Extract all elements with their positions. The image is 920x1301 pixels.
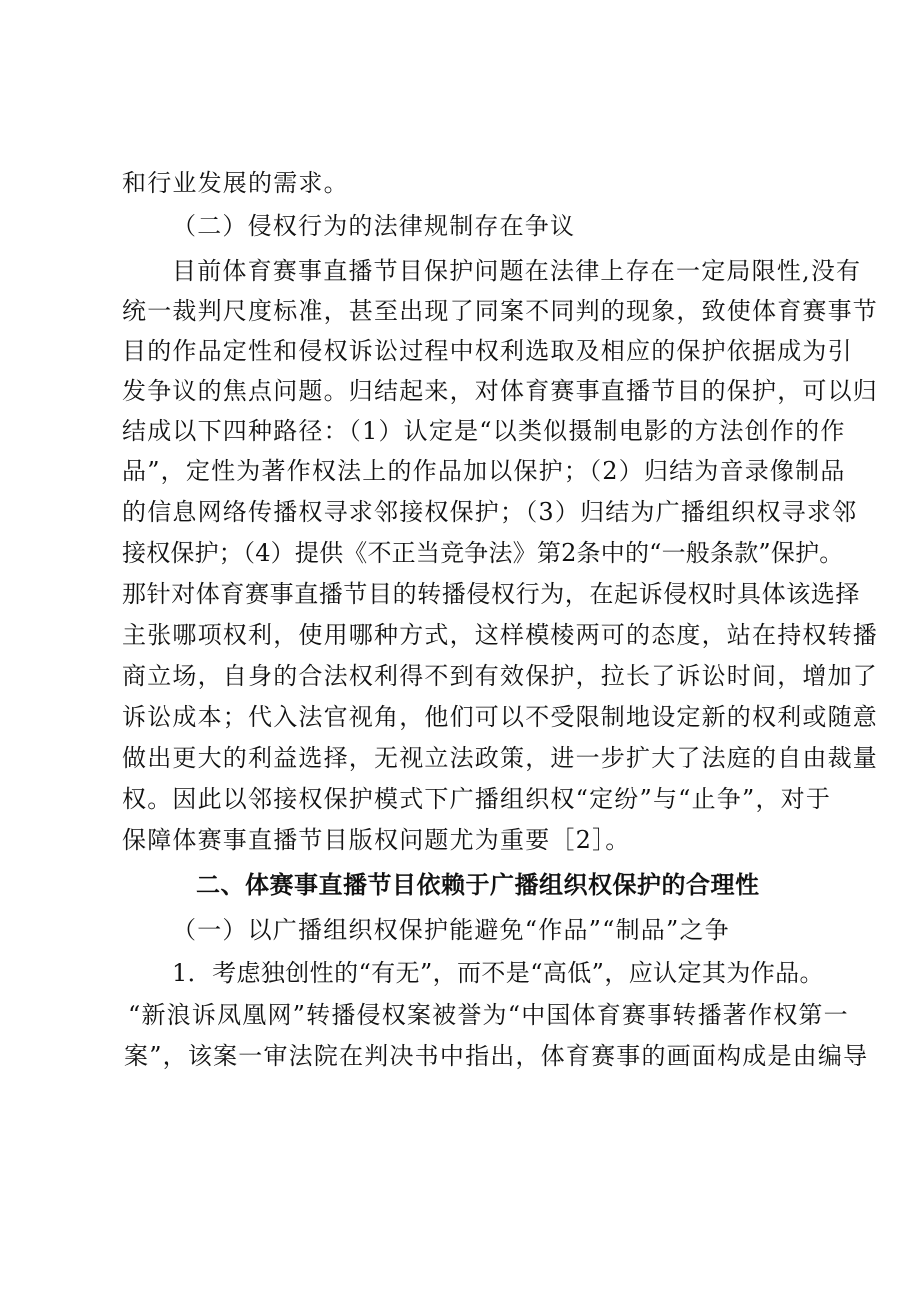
text-line: 保障体赛事直播节目版权问题尤为重要［2］。 <box>122 826 631 854</box>
text-line: 主张哪项权利，使用哪种方式，这样模棱两可的态度，站在持权转播 <box>122 621 878 649</box>
section-subheading: （二）侵权行为的法律规制存在争议 <box>172 212 576 240</box>
text-line: “新浪诉凤凰网”转播侵权案被誉为“中国体育赛事转播著作权第一 <box>128 1001 849 1029</box>
text-line: 和行业发展的需求。 <box>122 169 349 197</box>
text-line: 统一裁判尺度标准，甚至出现了同案不同判的现象，致使体育赛事节 <box>122 297 878 325</box>
text-line: 发争议的焦点问题。归结起来，对体育赛事直播节目的保护，可以归 <box>122 377 878 405</box>
text-line: 做出更大的利益选择，无视立法政策，进一步扩大了法庭的自由裁量 <box>122 744 878 772</box>
text-line: 结成以下四种路径：（1）认定是“以类似摄制电影的方法创作的作 <box>122 417 846 445</box>
text-line: 品”，定性为著作权法上的作品加以保护；（2）归结为音录像制品 <box>122 457 846 485</box>
text-line: 目前体育赛事直播节目保护问题在法律上存在一定局限性,没有 <box>172 257 862 285</box>
text-line: 接权保护；（4）提供《不正当竞争法》第2条中的“一般条款”保护。 <box>122 539 844 567</box>
text-line: 案”，该案一审法院在判决书中指出，体育赛事的画面构成是由编导 <box>124 1042 869 1070</box>
text-line: 那针对体育赛事直播节目的转播侵权行为，在起诉侵权时具体该选择 <box>122 580 860 608</box>
text-line: 商立场，自身的合法权利得不到有效保护，拉长了诉讼时间，增加了 <box>122 662 878 690</box>
text-line: 权。因此以邻接权保护模式下广播组织权“定纷”与“止争”，对于 <box>122 785 832 813</box>
text-line: 的信息网络传播权寻求邻接权保护；（3）归结为广播组织权寻求邻 <box>122 498 858 526</box>
section-subheading: （一）以广播组织权保护能避免“作品”“制品”之争 <box>172 916 730 944</box>
section-heading: 二、体赛事直播节目依赖于广播组织权保护的合理性 <box>196 871 760 899</box>
text-line: 目的作品定性和侵权诉讼过程中权利选取及相应的保护依据成为引 <box>122 337 853 365</box>
text-line: 诉讼成本；代入法官视角，他们可以不受限制地设定新的权利或随意 <box>122 703 878 731</box>
text-line: 1．考虑独创性的“有无”，而不是“高低”，应认定其为作品。 <box>172 959 824 987</box>
